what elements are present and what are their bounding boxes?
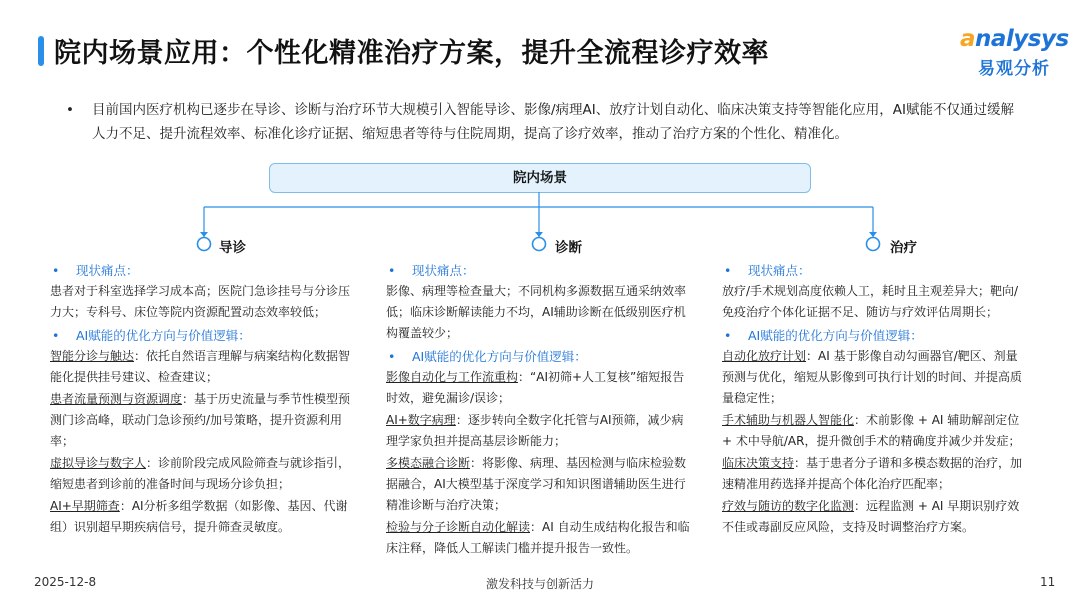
node-circle-guide (198, 238, 211, 251)
footer-slogan: 激发科技与创新活力 (485, 577, 594, 591)
pain-text: 放疗/手术规划高度依赖人工，耗时且主观差异大；靶向/免疫治疗个体化证据不足、随访与疗效评估周期长； (722, 284, 1019, 319)
column-treatment (722, 258, 1028, 539)
node-label-treatment: 治疗 (890, 240, 917, 256)
node-label-diagnosis: 诊断 (555, 240, 582, 256)
ai-item (386, 410, 692, 452)
ai-item-keyword: 智能分诊与触达 (50, 349, 135, 363)
pain-heading: • 现状痛点： (386, 260, 692, 281)
arrow-treatment (869, 232, 877, 237)
ai-item-keyword: 手术辅助与机器人智能化 (722, 413, 855, 427)
ai-item-text: ：术前影像 + AI 辅助解剖定位 + 术中导航/AR，提升微创手术的精确度并减少并发症； (722, 413, 1021, 448)
ai-item-text: ：AI分析多组学数据（如影像、基因、代谢组）识别超早期疾病信号，提升筛查灵敏度。 (50, 499, 348, 534)
ai-heading: • AI赋能的优化方向与价值逻辑： (386, 346, 692, 367)
ai-item-keyword: AI+早期筛查 (50, 499, 120, 513)
ai-item-text: ：诊前阶段完成风险筛查与就诊指引，缩短患者到诊前的准备时间与现场分诊负担； (50, 456, 351, 491)
ai-item (386, 517, 692, 559)
ai-item-text: ：逐步转向全数字化托管与AI预筛，减少病理学家负担并提高基层诊断能力； (386, 413, 684, 448)
ai-item (722, 346, 1028, 409)
ai-item-text: ：AI 自动生成结构化报告和临床注释，降低人工解读门槛并提升报告一致性。 (386, 520, 690, 555)
ai-heading: • AI赋能的优化方向与价值逻辑： (50, 325, 356, 346)
intro-bullet: • (66, 102, 74, 118)
ai-item (50, 496, 356, 538)
ai-item-text: ：AI 基于影像自动勾画器官/靶区、剂量预测与优化，缩短从影像到可执行计划的时间、并提高质量稳定性； (722, 349, 1023, 405)
ai-item-text: ：基于患者分子谱和多模态数据的治疗，加速精准用药选择并提高个体化治疗匹配率； (722, 456, 1023, 491)
ai-item-keyword: AI+数字病理 (386, 413, 456, 427)
ai-item-text: ：远程监测 + AI 早期识别疗效不佳或毒副反应风险，支持及时调整治疗方案。 (722, 499, 1020, 534)
ai-item-keyword: 疗效与随访的数字化监测 (722, 499, 855, 513)
pain-heading: • 现状痛点： (722, 260, 1028, 281)
ai-item (722, 410, 1028, 452)
page-number: 11 (1040, 575, 1056, 589)
column-guide (50, 258, 356, 539)
ai-item (50, 346, 356, 388)
ai-item-keyword: 影像自动化与工作流重构 (386, 370, 519, 384)
logo-chinese-name: 易观分析 (978, 59, 1050, 79)
arrow-diagnosis (535, 232, 543, 237)
node-label-guide: 导诊 (219, 240, 246, 256)
node-circle-treatment (867, 238, 880, 251)
ai-item (50, 453, 356, 495)
ai-item (386, 453, 692, 516)
page-title: 院内场景应用：个性化精准治疗方案，提升全流程诊疗效率 (54, 38, 769, 69)
ai-item-text: ：基于历史流量与季节性模型预测门诊高峰，联动门急诊预约/加号策略，提升资源利用率； (50, 392, 351, 448)
ai-item (722, 453, 1028, 495)
footer-date: 2025-12-8 (34, 575, 97, 589)
logo-wordmark: analysys (960, 26, 1069, 52)
ai-item-text: ：“AI初筛+人工复核”缩短报告时效，避免漏诊/误诊； (386, 370, 685, 405)
pain-text: 影像、病理等检查量大；不同机构多源数据互通采纳效率低；临床诊断解读能力不均，AI辅助诊断在低级别医疗机构覆盖较少； (386, 284, 687, 340)
ai-item (722, 496, 1028, 538)
ai-item-keyword: 自动化放疗计划 (722, 349, 807, 363)
ai-item-keyword: 多模态融合诊断 (386, 456, 471, 470)
arrow-guide (200, 232, 208, 237)
ai-item (386, 367, 692, 409)
intro-text: 目前国内医疗机构已逐步在导诊、诊断与治疗环节大规模引入智能导诊、影像/病理AI、放疗计划自动化、临床决策支持等智能化应用，AI赋能不仅通过缓解人力不足、提升流程效率、标准化诊疗证据、缩短患者等待与住院周期，提高了诊疗效率，推动了治疗方案的个性化、精准化。 (92, 102, 1014, 142)
ai-item-text: ：依托自然语言理解与病案结构化数据智能化提供挂号建议、检查建议； (50, 349, 351, 384)
pain-text: 患者对于科室选择学习成本高；医院门急诊挂号与分诊压力大；专科号、床位等院内资源配置动态效率较低； (50, 284, 351, 319)
scene-header-box: 院内场景 (269, 163, 811, 193)
node-circle-diagnosis (533, 238, 546, 251)
ai-item-keyword: 患者流量预测与资源调度 (50, 392, 183, 406)
ai-item-keyword: 虚拟导诊与数字人 (50, 456, 147, 470)
ai-item-keyword: 临床决策支持 (722, 456, 795, 470)
ai-item (50, 389, 356, 452)
ai-item-text: ：将影像、病理、基因检测与临床检验数据融合，AI大模型基于深度学习和知识图谱辅助医生进行精准诊断与治疗决策； (386, 456, 687, 512)
column-diagnosis (386, 258, 692, 560)
ai-heading: • AI赋能的优化方向与价值逻辑： (722, 325, 1028, 346)
ai-item-keyword: 检验与分子诊断自动化解读 (386, 520, 531, 534)
pain-heading: • 现状痛点： (50, 260, 356, 281)
